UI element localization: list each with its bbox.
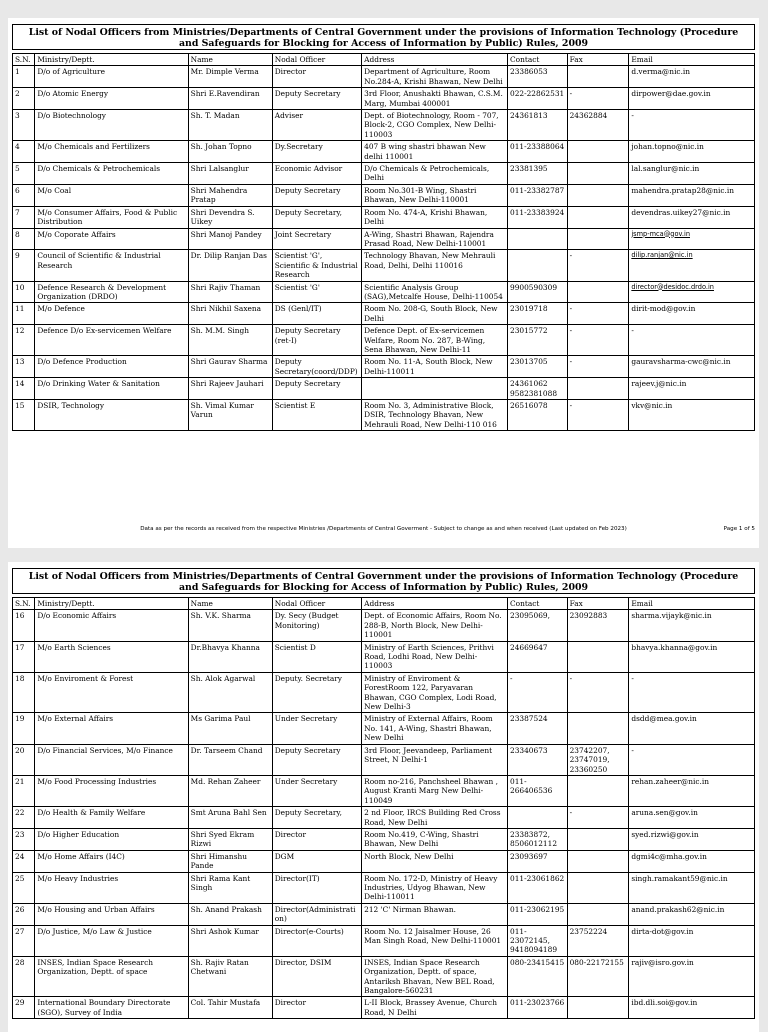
name-cell: Sh. V.K. Sharma bbox=[188, 610, 272, 641]
nodal-officer-cell: Scientist E bbox=[272, 400, 361, 431]
table-header-row bbox=[13, 54, 755, 66]
table-row bbox=[13, 184, 755, 206]
nodal-officer-cell: Deputy Secretary bbox=[272, 378, 361, 400]
contact-cell: 011-23061862 bbox=[508, 872, 568, 903]
column-header: Contact bbox=[508, 54, 568, 66]
name-cell: Shri Rajiv Thaman bbox=[188, 281, 272, 303]
ministry-cell: M/o Heavy Industries bbox=[35, 872, 188, 903]
ministry-cell: M/o Coporate Affairs bbox=[35, 228, 188, 250]
document-page-2 bbox=[8, 562, 759, 1032]
email-cell[interactable]: dilip.ranjan@nic.in bbox=[629, 250, 755, 281]
column-header: Address bbox=[362, 54, 508, 66]
column-header: Address bbox=[362, 598, 508, 610]
nodal-officer-cell: Adviser bbox=[272, 110, 361, 141]
fax-cell bbox=[567, 378, 629, 400]
table-body-page-1 bbox=[13, 66, 755, 431]
fax-cell: 23752224 bbox=[567, 925, 629, 956]
serial-number-cell: 8 bbox=[13, 228, 35, 250]
name-cell: Shri Devendra S. Uikey bbox=[188, 206, 272, 228]
name-cell: Shri Gaurav Sharma bbox=[188, 356, 272, 378]
email-cell: - bbox=[629, 672, 755, 713]
ministry-cell: D/o Defence Production bbox=[35, 356, 188, 378]
name-cell: Col. Tahir Mustafa bbox=[188, 997, 272, 1019]
fax-cell: - bbox=[567, 672, 629, 713]
ministry-cell: D/o Drinking Water & Sanitation bbox=[35, 378, 188, 400]
email-cell: - bbox=[629, 110, 755, 141]
name-cell: Shri Rama Kant Singh bbox=[188, 872, 272, 903]
serial-number-cell: 16 bbox=[13, 610, 35, 641]
contact-cell: 23093697 bbox=[508, 850, 568, 872]
name-cell: Md. Rehan Zaheer bbox=[188, 775, 272, 806]
nodal-officer-cell: Deputy Secretary bbox=[272, 744, 361, 775]
contact-cell: 23386053 bbox=[508, 66, 568, 88]
name-cell: Sh. T. Madan bbox=[188, 110, 272, 141]
name-cell: Sh. Rajiv Ratan Chetwani bbox=[188, 956, 272, 997]
nodal-officer-cell: Dy. Secy (Budget Monitoring) bbox=[272, 610, 361, 641]
table-row bbox=[13, 775, 755, 806]
table-row bbox=[13, 807, 755, 829]
contact-cell: 011-23072145, 9418094189 bbox=[508, 925, 568, 956]
email-cell[interactable]: jsmp-mca@gov.in bbox=[629, 228, 755, 250]
address-cell: A-Wing, Shastri Bhawan, Rajendra Prasad Road, New Delhi-110001 bbox=[362, 228, 508, 250]
nodal-officer-cell: Director bbox=[272, 997, 361, 1019]
email-cell[interactable]: director@desidoc.drdo.in bbox=[629, 281, 755, 303]
contact-cell: 23095069, bbox=[508, 610, 568, 641]
table-row bbox=[13, 713, 755, 744]
address-cell: Scientific Analysis Group (SAG),Metcalfe House, Delhi-110054 bbox=[362, 281, 508, 303]
ministry-cell: D/o of Agriculture bbox=[35, 66, 188, 88]
address-cell: Room No. 12 Jaisalmer House, 26 Man Singh Road, New Delhi-110001 bbox=[362, 925, 508, 956]
contact-cell: 23383872, 8506012112 bbox=[508, 828, 568, 850]
name-cell: Dr. Tarseem Chand bbox=[188, 744, 272, 775]
contact-cell: 011-266406536 bbox=[508, 775, 568, 806]
fax-cell: - bbox=[567, 807, 629, 829]
nodal-officer-cell: Scientist D bbox=[272, 641, 361, 672]
nodal-officer-cell: Deputy. Secretary bbox=[272, 672, 361, 713]
table-row bbox=[13, 303, 755, 325]
email-cell[interactable]: sharma.vijayk@nic.in bbox=[629, 610, 755, 641]
email-cell[interactable]: aruna.sen@gov.in bbox=[629, 807, 755, 829]
column-header: Name bbox=[188, 54, 272, 66]
address-cell: 407 B wing shastri bhawan New delhi 110001 bbox=[362, 141, 508, 163]
contact-cell: 23340673 bbox=[508, 744, 568, 775]
address-cell: Department of Agriculture, Room No.284-A, Krishi Bhawan, New Delhi bbox=[362, 66, 508, 88]
serial-number-cell: 23 bbox=[13, 828, 35, 850]
contact-cell bbox=[508, 250, 568, 281]
fax-cell bbox=[567, 66, 629, 88]
email-cell[interactable]: dirit-mod@gov.in bbox=[629, 303, 755, 325]
fax-cell bbox=[567, 141, 629, 163]
serial-number-cell: 1 bbox=[13, 66, 35, 88]
address-cell: Room no-216, Panchsheel Bhawan , August Kranti Marg New Delhi-110049 bbox=[362, 775, 508, 806]
contact-cell: 011-23388064 bbox=[508, 141, 568, 163]
email-cell[interactable]: dirta-dot@gov.in bbox=[629, 925, 755, 956]
name-cell: Shri Ashok Kumar bbox=[188, 925, 272, 956]
nodal-officer-cell: Director bbox=[272, 66, 361, 88]
contact-cell: 23387524 bbox=[508, 713, 568, 744]
fax-cell bbox=[567, 641, 629, 672]
email-cell[interactable]: bhavya.khanna@gov.in bbox=[629, 641, 755, 672]
table-row bbox=[13, 88, 755, 110]
ministry-cell: M/o Housing and Urban Affairs bbox=[35, 903, 188, 925]
email-cell[interactable]: singh.ramakant59@nic.in bbox=[629, 872, 755, 903]
nodal-officer-cell: Deputy Secretary, bbox=[272, 206, 361, 228]
email-cell[interactable]: d.verma@nic.in bbox=[629, 66, 755, 88]
address-cell: Room No. 3, Administrative Block, DSIR, Technology Bhavan, New Mehrauli Road, New Delhi-110 016 bbox=[362, 400, 508, 431]
ministry-cell: INSES, Indian Space Research Organization, Deptt. of space bbox=[35, 956, 188, 997]
column-header: Nodal Officer bbox=[272, 598, 361, 610]
nodal-officer-cell: Economic Advisor bbox=[272, 163, 361, 185]
contact-cell: 011-23383924 bbox=[508, 206, 568, 228]
ministry-cell: M/o Earth Sciences bbox=[35, 641, 188, 672]
fax-cell: - bbox=[567, 356, 629, 378]
name-cell: Ms Garima Paul bbox=[188, 713, 272, 744]
nodal-officer-cell: Deputy Secretary bbox=[272, 184, 361, 206]
fax-cell: 080-22172155 bbox=[567, 956, 629, 997]
serial-number-cell: 21 bbox=[13, 775, 35, 806]
contact-cell: 011-23023766 bbox=[508, 997, 568, 1019]
serial-number-cell: 25 bbox=[13, 872, 35, 903]
address-cell: Room No. 11-A, South Block, New Delhi-110011 bbox=[362, 356, 508, 378]
nodal-officer-cell: Under Secretary bbox=[272, 775, 361, 806]
fax-cell: 24362884 bbox=[567, 110, 629, 141]
contact-cell: 23381395 bbox=[508, 163, 568, 185]
contact-cell: 23015772 bbox=[508, 325, 568, 356]
column-header: Name bbox=[188, 598, 272, 610]
nodal-officer-cell: Deputy Secretary bbox=[272, 88, 361, 110]
ministry-cell: D/o Biotechnology bbox=[35, 110, 188, 141]
fax-cell: 23092883 bbox=[567, 610, 629, 641]
document-title: List of Nodal Officers from Ministries/Departments of Central Government under the provisions of Information Technology (Procedure and Safeguards for Blocking for Access of Information by Public) Rules, 2009 bbox=[12, 568, 755, 594]
address-cell: Technology Bhavan, New Mehrauli Road, Delhi, Delhi 110016 bbox=[362, 250, 508, 281]
fax-cell bbox=[567, 206, 629, 228]
fax-cell bbox=[567, 997, 629, 1019]
ministry-cell: D/o Chemicals & Petrochemicals bbox=[35, 163, 188, 185]
nodal-officer-cell: Under Secretary bbox=[272, 713, 361, 744]
contact-cell bbox=[508, 807, 568, 829]
serial-number-cell: 22 bbox=[13, 807, 35, 829]
address-cell bbox=[362, 378, 508, 400]
ministry-cell: Defence D/o Ex-servicemen Welfare bbox=[35, 325, 188, 356]
contact-cell: 022-22862531 bbox=[508, 88, 568, 110]
name-cell: Mr. Dimple Verma bbox=[188, 66, 272, 88]
contact-cell: 26516078 bbox=[508, 400, 568, 431]
serial-number-cell: 17 bbox=[13, 641, 35, 672]
serial-number-cell: 26 bbox=[13, 903, 35, 925]
serial-number-cell: 9 bbox=[13, 250, 35, 281]
name-cell: Smt Aruna Bahl Sen bbox=[188, 807, 272, 829]
name-cell: Shri Syed Ekram Rizwi bbox=[188, 828, 272, 850]
address-cell: Ministry of Enviroment & ForestRoom 122, Paryavaran Bhawan, CGO Complex, Lodi Road, New Delhi-3 bbox=[362, 672, 508, 713]
fax-cell: - bbox=[567, 250, 629, 281]
email-cell[interactable]: syed.rizwi@gov.in bbox=[629, 828, 755, 850]
column-header: Email bbox=[629, 598, 755, 610]
table-row bbox=[13, 206, 755, 228]
email-cell[interactable]: rehan.zaheer@nic.in bbox=[629, 775, 755, 806]
address-cell: Dept. of Biotechnology, Room - 707, Block-2, CGO Complex, New Delhi- 110003 bbox=[362, 110, 508, 141]
ministry-cell: International Boundary Directorate (SGO), Survey of India bbox=[35, 997, 188, 1019]
name-cell: Shri E.Ravendiran bbox=[188, 88, 272, 110]
email-cell[interactable]: rajiv@isro.gov.in bbox=[629, 956, 755, 997]
ministry-cell: M/o Consumer Affairs, Food & Public Distribution bbox=[35, 206, 188, 228]
document-page-1 bbox=[8, 18, 759, 548]
email-cell: - bbox=[629, 325, 755, 356]
table-body-page-2 bbox=[13, 610, 755, 1019]
nodal-officer-cell: Director(e-Courts) bbox=[272, 925, 361, 956]
fax-cell: - bbox=[567, 88, 629, 110]
name-cell: Shri Lalsanglur bbox=[188, 163, 272, 185]
contact-cell: 23019718 bbox=[508, 303, 568, 325]
table-row bbox=[13, 828, 755, 850]
address-cell: Room No. 474-A, Krishi Bhawan, Delhi bbox=[362, 206, 508, 228]
fax-cell bbox=[567, 903, 629, 925]
column-header: S.N. bbox=[13, 598, 35, 610]
email-cell[interactable]: vkv@nic.in bbox=[629, 400, 755, 431]
serial-number-cell: 28 bbox=[13, 956, 35, 997]
table-row bbox=[13, 163, 755, 185]
address-cell: D/o Chemicals & Petrochemicals, Delhi bbox=[362, 163, 508, 185]
serial-number-cell: 24 bbox=[13, 850, 35, 872]
ministry-cell: D/o Health & Family Welfare bbox=[35, 807, 188, 829]
contact-cell: 23013705 bbox=[508, 356, 568, 378]
ministry-cell: M/o Food Processing Industries bbox=[35, 775, 188, 806]
nodal-officer-cell: Director(IT) bbox=[272, 872, 361, 903]
name-cell: Shri Rajeev Jauhari bbox=[188, 378, 272, 400]
address-cell: Ministry of Earth Sciences, Prithvi Road, Lodhi Road, New Delhi-110003 bbox=[362, 641, 508, 672]
contact-cell: 24669647 bbox=[508, 641, 568, 672]
email-cell[interactable]: dirpower@dae.gov.in bbox=[629, 88, 755, 110]
table-row bbox=[13, 997, 755, 1019]
serial-number-cell: 12 bbox=[13, 325, 35, 356]
page-number: Page 1 of 5 bbox=[723, 526, 755, 532]
contact-cell: - bbox=[508, 672, 568, 713]
name-cell: Shri Nikhil Saxena bbox=[188, 303, 272, 325]
ministry-cell: M/o External Affairs bbox=[35, 713, 188, 744]
fax-cell: - bbox=[567, 303, 629, 325]
serial-number-cell: 6 bbox=[13, 184, 35, 206]
table-row bbox=[13, 400, 755, 431]
fax-cell: - bbox=[567, 325, 629, 356]
contact-cell: 080-23415415 bbox=[508, 956, 568, 997]
table-row bbox=[13, 141, 755, 163]
ministry-cell: DSIR, Technology bbox=[35, 400, 188, 431]
nodal-officer-cell: Director bbox=[272, 828, 361, 850]
email-cell[interactable]: gauravsharma-cwc@nic.in bbox=[629, 356, 755, 378]
fax-cell bbox=[567, 228, 629, 250]
ministry-cell: M/o Home Affairs (I4C) bbox=[35, 850, 188, 872]
table-row bbox=[13, 956, 755, 997]
serial-number-cell: 3 bbox=[13, 110, 35, 141]
serial-number-cell: 18 bbox=[13, 672, 35, 713]
fax-cell bbox=[567, 713, 629, 744]
column-header: Fax bbox=[567, 598, 629, 610]
column-header: Ministry/Deptt. bbox=[35, 54, 188, 66]
ministry-cell: D/o Higher Education bbox=[35, 828, 188, 850]
column-header: Fax bbox=[567, 54, 629, 66]
address-cell: Ministry of External Affairs, Room No. 141, A-Wing, Shastri Bhawan, New Delhi bbox=[362, 713, 508, 744]
fax-cell bbox=[567, 775, 629, 806]
serial-number-cell: 14 bbox=[13, 378, 35, 400]
serial-number-cell: 7 bbox=[13, 206, 35, 228]
ministry-cell: M/o Coal bbox=[35, 184, 188, 206]
nodal-officer-cell: Scientist 'G', Scientific & Industrial Research bbox=[272, 250, 361, 281]
serial-number-cell: 27 bbox=[13, 925, 35, 956]
nodal-officers-table bbox=[12, 53, 755, 431]
email-cell[interactable]: dsdd@mea.gov.in bbox=[629, 713, 755, 744]
table-row bbox=[13, 903, 755, 925]
address-cell: 2 nd Floor, IRCS Building Red Cross Road, New Delhi bbox=[362, 807, 508, 829]
email-cell[interactable]: mahendra.pratap28@nic.in bbox=[629, 184, 755, 206]
contact-cell: 24361062 9582381088 bbox=[508, 378, 568, 400]
serial-number-cell: 29 bbox=[13, 997, 35, 1019]
name-cell: Sh. Vimal Kumar Varun bbox=[188, 400, 272, 431]
contact-cell bbox=[508, 228, 568, 250]
address-cell: North Block, New Delhi bbox=[362, 850, 508, 872]
name-cell: Dr. Dilip Ranjan Das bbox=[188, 250, 272, 281]
serial-number-cell: 5 bbox=[13, 163, 35, 185]
ministry-cell: Defence Research & Development Organization (DRDO) bbox=[35, 281, 188, 303]
serial-number-cell: 19 bbox=[13, 713, 35, 744]
nodal-officer-cell: Director(Administration) bbox=[272, 903, 361, 925]
contact-cell: 24361813 bbox=[508, 110, 568, 141]
table-row bbox=[13, 228, 755, 250]
name-cell: Dr.Bhavya Khanna bbox=[188, 641, 272, 672]
nodal-officers-table bbox=[12, 597, 755, 1019]
address-cell: INSES, Indian Space Research Organization, Deptt. of space, Antariksh Bhavan, New BEL Road, Bangalore-560231 bbox=[362, 956, 508, 997]
address-cell: Room No. 208-G, South Block, New Delhi bbox=[362, 303, 508, 325]
name-cell: Sh. Johan Topno bbox=[188, 141, 272, 163]
table-row bbox=[13, 872, 755, 903]
address-cell: 212 'C' Nirman Bhawan. bbox=[362, 903, 508, 925]
contact-cell: 9900590309 bbox=[508, 281, 568, 303]
serial-number-cell: 4 bbox=[13, 141, 35, 163]
column-header: Contact bbox=[508, 598, 568, 610]
email-cell[interactable]: johan.topno@nic.in bbox=[629, 141, 755, 163]
address-cell: 3rd Floor, Anushakti Bhawan, C.S.M. Marg, Mumbai 400001 bbox=[362, 88, 508, 110]
contact-cell: 011-23062195 bbox=[508, 903, 568, 925]
table-row bbox=[13, 281, 755, 303]
table-row bbox=[13, 325, 755, 356]
nodal-officer-cell: Deputy Secretary, bbox=[272, 807, 361, 829]
table-row bbox=[13, 378, 755, 400]
document-title: List of Nodal Officers from Ministries/Departments of Central Government under the provisions of Information Technology (Procedure and Safeguards for Blocking for Access of Information by Public) Rules, 2009 bbox=[12, 24, 755, 50]
serial-number-cell: 15 bbox=[13, 400, 35, 431]
name-cell: Sh. Anand Prakash bbox=[188, 903, 272, 925]
name-cell: Sh. M.M. Singh bbox=[188, 325, 272, 356]
nodal-officer-cell: Dy.Secretary bbox=[272, 141, 361, 163]
email-cell[interactable]: ibd.dli.soi@gov.in bbox=[629, 997, 755, 1019]
name-cell: Sh. Alok Agarwal bbox=[188, 672, 272, 713]
nodal-officer-cell: Director, DSIM bbox=[272, 956, 361, 997]
table-row bbox=[13, 850, 755, 872]
ministry-cell: Council of Scientific & Industrial Research bbox=[35, 250, 188, 281]
table-row bbox=[13, 250, 755, 281]
table-row bbox=[13, 925, 755, 956]
ministry-cell: D/o Financial Services, M/o Finance bbox=[35, 744, 188, 775]
table-row bbox=[13, 744, 755, 775]
fax-cell bbox=[567, 163, 629, 185]
email-cell[interactable]: devendras.uikey27@nic.in bbox=[629, 206, 755, 228]
nodal-officer-cell: DS (Genl/IT) bbox=[272, 303, 361, 325]
footer-note: Data as per the records as received from the respective Ministries /Departments of Central Goverment - Subject to change as and when received (Last updated on Feb 2023) bbox=[140, 526, 627, 532]
serial-number-cell: 11 bbox=[13, 303, 35, 325]
nodal-officer-cell: DGM bbox=[272, 850, 361, 872]
address-cell: 3rd Floor, Jeevandeep, Parliament Street, N Delhi-1 bbox=[362, 744, 508, 775]
address-cell: Defence Dept. of Ex-servicemen Welfare, Room No. 287, B-Wing, Sena Bhawan, New Delhi-11 bbox=[362, 325, 508, 356]
table-row bbox=[13, 672, 755, 713]
nodal-officer-cell: Joint Secretary bbox=[272, 228, 361, 250]
name-cell: Shri Himanshu Pande bbox=[188, 850, 272, 872]
email-cell[interactable]: rajeev.j@nic.in bbox=[629, 378, 755, 400]
email-cell: - bbox=[629, 744, 755, 775]
email-cell[interactable]: dgmi4c@mha.gov.in bbox=[629, 850, 755, 872]
nodal-officer-cell: Deputy Secretary(coord/DDP) bbox=[272, 356, 361, 378]
fax-cell: 23742207, 23747019, 23360250 bbox=[567, 744, 629, 775]
fax-cell bbox=[567, 828, 629, 850]
address-cell: Room No.419, C-Wing, Shastri Bhawan, New Delhi bbox=[362, 828, 508, 850]
ministry-cell: M/o Chemicals and Fertilizers bbox=[35, 141, 188, 163]
contact-cell: 011-23382787 bbox=[508, 184, 568, 206]
nodal-officer-cell: Deputy Secretary (ret-I) bbox=[272, 325, 361, 356]
table-row bbox=[13, 110, 755, 141]
name-cell: Shri Mahendra Pratap bbox=[188, 184, 272, 206]
ministry-cell: M/o Defence bbox=[35, 303, 188, 325]
fax-cell bbox=[567, 281, 629, 303]
nodal-officer-cell: Scientist 'G' bbox=[272, 281, 361, 303]
table-row bbox=[13, 641, 755, 672]
fax-cell bbox=[567, 184, 629, 206]
column-header: S.N. bbox=[13, 54, 35, 66]
address-cell: Room No. 172-D, Ministry of Heavy Industries, Udyog Bhawan, New Delhi-110011 bbox=[362, 872, 508, 903]
table-row bbox=[13, 356, 755, 378]
table-row bbox=[13, 610, 755, 641]
serial-number-cell: 10 bbox=[13, 281, 35, 303]
ministry-cell: D/o Justice, M/o Law & Justice bbox=[35, 925, 188, 956]
address-cell: Dept. of Economic Affairs, Room No. 288-B, North Block, New Delhi-110001 bbox=[362, 610, 508, 641]
address-cell: Room No.301-B Wing, Shastri Bhawan, New Delhi-110001 bbox=[362, 184, 508, 206]
ministry-cell: D/o Atomic Energy bbox=[35, 88, 188, 110]
serial-number-cell: 20 bbox=[13, 744, 35, 775]
column-header: Nodal Officer bbox=[272, 54, 361, 66]
column-header: Email bbox=[629, 54, 755, 66]
ministry-cell: M/o Enviroment & Forest bbox=[35, 672, 188, 713]
table-row bbox=[13, 66, 755, 88]
fax-cell bbox=[567, 872, 629, 903]
email-cell[interactable]: anand.prakash62@nic.in bbox=[629, 903, 755, 925]
fax-cell bbox=[567, 850, 629, 872]
serial-number-cell: 2 bbox=[13, 88, 35, 110]
ministry-cell: D/o Economic Affairs bbox=[35, 610, 188, 641]
email-cell[interactable]: lal.sanglur@nic.in bbox=[629, 163, 755, 185]
name-cell: Shri Manoj Pandey bbox=[188, 228, 272, 250]
address-cell: L-II Block, Brassey Avenue, Church Road, N Delhi bbox=[362, 997, 508, 1019]
table-header-row bbox=[13, 598, 755, 610]
serial-number-cell: 13 bbox=[13, 356, 35, 378]
fax-cell: - bbox=[567, 400, 629, 431]
column-header: Ministry/Deptt. bbox=[35, 598, 188, 610]
